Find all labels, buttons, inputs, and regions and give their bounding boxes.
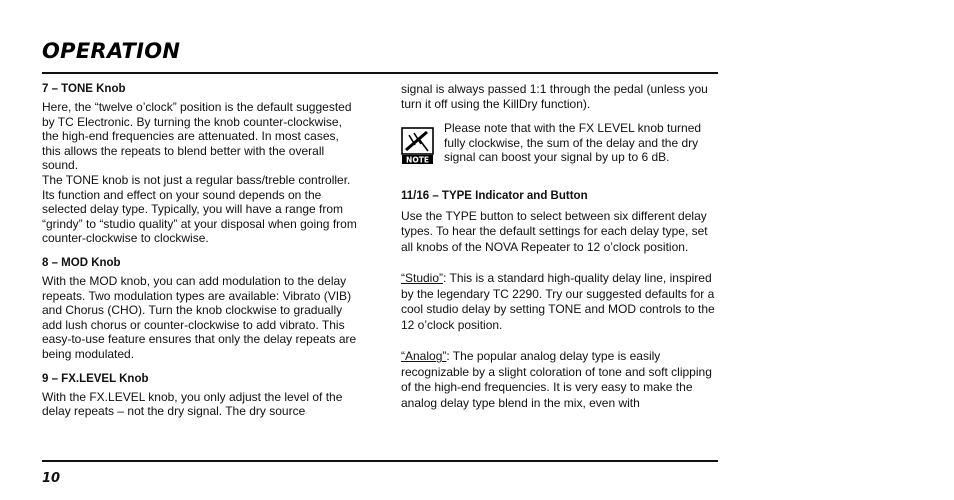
note-text: Please note that with the FX LEVEL knob turned fully clockwise, the sum of the delay and the dry signal can boost your signal by up to 6 dB.	[444, 121, 702, 165]
mod-knob-paragraph: With the MOD knob, you can add modulation to the delay repeats. Two modulation types are available: Vibrato (VIB) and Chorus (CHO). Turn the knob clockwise to gradually add lush chorus or counter-clockwise to add vibrato. This easy-to-use feature ensures that only the delay repeats are being modulated.	[42, 273, 357, 361]
tone-knob-heading: 7 – TONE Knob	[42, 83, 126, 95]
right-column	[401, 82, 719, 411]
fx-level-knob-section	[42, 372, 358, 419]
tone-knob-section	[42, 82, 358, 246]
note-icon-label: NOTE	[406, 155, 429, 165]
fx-level-knob-paragraph: With the FX.LEVEL knob, you only adjust the level of the delay repeats – not the dry signal. The dry source	[42, 389, 343, 419]
type-paragraph: Use the TYPE button to select between six different delay types. To hear the default settings for each delay type, set all knobs of the NOVA Repeater to 12 o’clock position.	[401, 208, 708, 254]
studio-label: “Studio”	[401, 271, 444, 286]
studio-paragraph	[401, 271, 719, 333]
note-pen-icon	[401, 127, 434, 164]
type-heading: 11/16 – TYPE Indicator and Button	[401, 189, 588, 202]
page-title: OPERATION	[42, 39, 181, 63]
note-box	[401, 121, 719, 165]
left-column	[42, 82, 358, 419]
fx-level-knob-heading: 9 – FX.LEVEL Knob	[42, 372, 149, 385]
studio-text: : This is a standard high-quality delay line, inspired by the legendary TC 2290. Try our suggested defaults for a cool studio delay by setting TONE and MOD controls to the 12 o’clock position.	[401, 271, 715, 332]
fx-level-continuation: signal is always passed 1:1 through the pedal (unless you turn it off using the KillDry function).	[401, 82, 708, 111]
analog-label: “Analog”	[401, 349, 447, 364]
mod-knob-section	[42, 256, 358, 362]
tone-knob-paragraph-1: Here, the “twelve o’clock” position is the default suggested by TC Electronic. By turning the knob counter-clockwise, the high-end frequencies are attenuated. In most cases, this allows the repeats to blend better with the overall sound.	[42, 100, 352, 173]
tone-knob-paragraph-2: The TONE knob is not just a regular bass/treble controller. Its function and effect on your sound depends on the selected delay type. Typically, you will have a range from “grindy” to “studio quality” at your disposal when going from counter-clockwise to clockwise.	[42, 172, 357, 246]
footer-rule	[42, 460, 718, 462]
header-rule	[42, 72, 718, 74]
type-section	[401, 189, 719, 256]
analog-paragraph	[401, 349, 719, 411]
page-number: 10	[42, 471, 61, 486]
mod-knob-heading: 8 – MOD Knob	[42, 256, 121, 269]
analog-text: : The popular analog delay type is easily recognizable by a slight coloration of tone and soft clipping of the high-end frequencies. It is very easy to make the analog delay type blend in the mix, even with	[401, 349, 712, 410]
